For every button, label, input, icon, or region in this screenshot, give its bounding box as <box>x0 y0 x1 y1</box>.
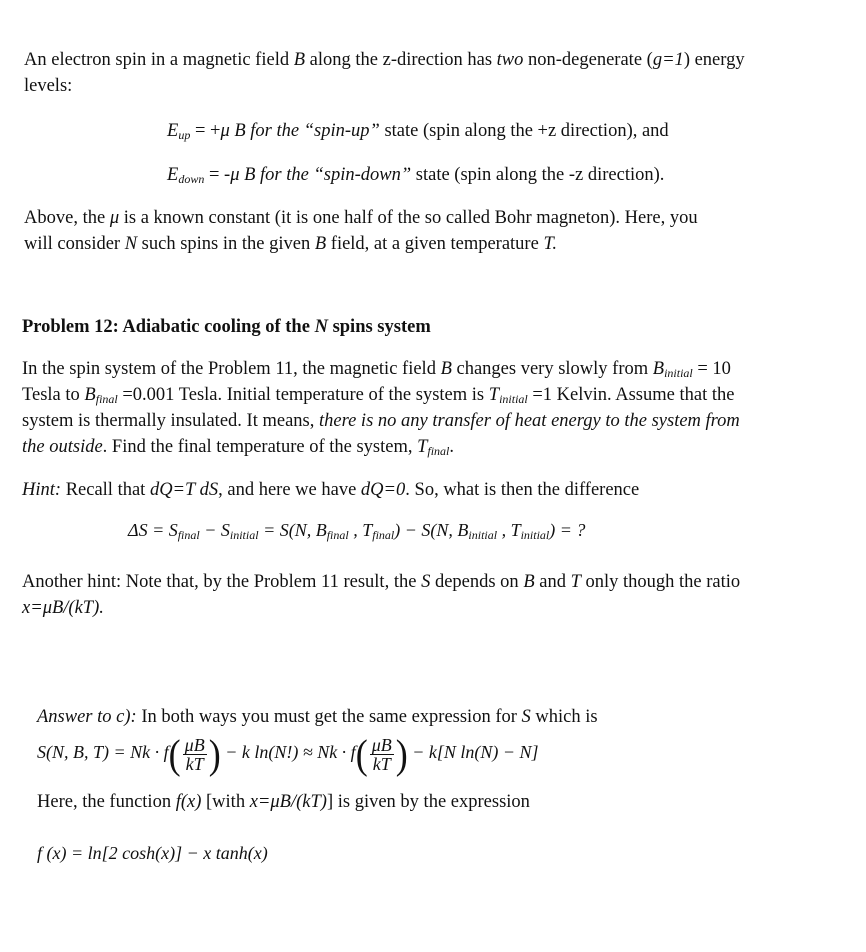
energy-up-line <box>167 118 669 148</box>
text: ) energy <box>683 50 745 70</box>
fx: f(x) <box>175 792 202 812</box>
T: T <box>488 385 500 405</box>
f-equation: f (x) = ln[2 cosh(x)] − x tanh(x) <box>37 843 268 863</box>
sub: final <box>326 528 349 542</box>
desc: state (spin along the +z direction), and <box>379 121 669 141</box>
denominator: kT <box>372 753 391 774</box>
desc-italic: for the “spin-down” <box>255 165 412 185</box>
eq-part: − k[N ln(N) − N] <box>407 742 539 763</box>
text: Above, the <box>24 208 110 228</box>
text: system is thermally insulated. It means, <box>22 411 319 431</box>
text: which is <box>530 707 598 727</box>
text: Recall that <box>61 480 150 500</box>
text-italic: there is no any transfer of heat energy to the system from <box>318 411 740 431</box>
text: . So, what is then the difference <box>405 480 640 500</box>
text: is a known constant (it is one half of the so called Bohr magneton). Here, you <box>119 208 698 228</box>
hint2-line-1 <box>22 569 740 595</box>
answer-label: Answer to c): <box>37 707 137 727</box>
intro-line-1 <box>24 47 745 73</box>
ratio-x: x=μB/(kT). <box>22 598 104 618</box>
desc: state (spin along the -z direction). <box>411 165 665 185</box>
text: , and here we have <box>218 480 361 500</box>
problem-line-3 <box>22 408 740 434</box>
E: E <box>167 121 179 141</box>
numerator: μB <box>371 734 392 755</box>
text: Here, the function <box>37 792 176 812</box>
f-expression <box>37 843 268 864</box>
text: ] is given by the expression <box>326 792 530 812</box>
eq-part: − k ln(N!) ≈ Nk · f <box>220 742 356 763</box>
title-text: spins system <box>327 317 431 337</box>
eq-part: = S(N, B <box>258 520 327 540</box>
mu-B: μ B <box>230 165 256 185</box>
eq-part: , T <box>348 520 373 540</box>
eq: = - <box>204 165 231 185</box>
B: B <box>523 572 535 592</box>
E: E <box>167 165 179 185</box>
B: B <box>84 385 96 405</box>
numerator: μB <box>184 734 205 755</box>
intro-line-2: levels: <box>24 76 73 96</box>
text: such spins in the given <box>137 234 315 254</box>
sub: final <box>372 528 395 542</box>
desc-italic: for the “spin-up” <box>245 121 380 141</box>
hint2-line-2 <box>22 595 104 621</box>
text: = 10 <box>692 359 731 379</box>
sub: initial <box>520 528 550 542</box>
here-line <box>37 789 530 815</box>
text: =1 Kelvin. Assume that the <box>527 385 735 405</box>
x-def: x=μB/(kT) <box>249 792 327 812</box>
T: T <box>570 572 581 592</box>
text: . Find the final temperature of the system, <box>102 437 418 457</box>
above-line-2 <box>24 231 557 257</box>
N: N <box>314 317 328 337</box>
T: T <box>417 437 428 457</box>
answer-line <box>37 704 598 730</box>
text: . <box>449 437 455 457</box>
emph-two: two <box>496 50 524 70</box>
paren-close: ) <box>395 731 408 777</box>
text: depends on <box>430 572 524 592</box>
eq-part: ΔS = S <box>128 520 178 540</box>
text: [with <box>201 792 250 812</box>
text: non-degenerate ( <box>523 50 653 70</box>
energy-down-line <box>167 162 664 192</box>
sub: initial <box>664 366 693 380</box>
text: Tesla to <box>22 385 85 405</box>
sub-up: up <box>178 128 191 142</box>
sub-down: down <box>178 172 205 186</box>
above-line-1 <box>24 205 698 231</box>
hint-line <box>22 477 639 503</box>
problem-line-4 <box>22 434 454 464</box>
title-text: Problem 12: Adiabatic cooling of the <box>22 317 315 337</box>
N: N <box>124 234 138 254</box>
dQ-zero: dQ=0 <box>360 480 406 500</box>
eq: = + <box>190 121 221 141</box>
B: B <box>652 359 665 379</box>
mu-B: μ B <box>220 121 246 141</box>
sub: initial <box>229 528 259 542</box>
symbol-B: B <box>293 50 306 70</box>
text: and <box>534 572 571 592</box>
sub: initial <box>468 528 498 542</box>
S: S <box>421 572 431 592</box>
sub: final <box>177 528 200 542</box>
mu: μ <box>109 208 120 228</box>
fraction <box>370 736 394 773</box>
text: An electron spin in a magnetic field <box>24 50 294 70</box>
text: Another hint: Note that, by the Problem 11 result, the <box>22 572 422 592</box>
eq-part: S(N, B, T) = Nk · f <box>37 742 169 763</box>
eq-part: ) − S(N, B <box>394 520 469 540</box>
denominator: kT <box>185 753 204 774</box>
entropy-expression <box>37 733 539 775</box>
paren-open: ( <box>168 731 181 777</box>
text-italic: the outside <box>22 437 103 457</box>
B: B <box>440 359 452 379</box>
paren-close: ) <box>208 731 221 777</box>
dQ-eq: dQ=T dS <box>149 480 219 500</box>
text: field, at a given temperature <box>326 234 544 254</box>
hint-label: Hint: <box>22 480 62 500</box>
text: changes very slowly from <box>451 359 653 379</box>
text: =0.001 Tesla. Initial temperature of the system is <box>117 385 489 405</box>
fraction <box>183 736 207 773</box>
text: will consider <box>24 234 125 254</box>
text: only though the ratio <box>580 572 741 592</box>
entropy-difference-equation <box>128 520 585 543</box>
T: T. <box>543 234 557 254</box>
problem-title <box>22 314 431 340</box>
sub: final <box>95 392 118 406</box>
text: In both ways you must get the same expression for <box>136 707 522 727</box>
eq-part: − S <box>199 520 230 540</box>
text: along the z-direction has <box>305 50 497 70</box>
eq-part: ) = ? <box>549 520 586 540</box>
g-factor: g=1 <box>652 50 684 70</box>
text: In the spin system of the Problem 11, the magnetic field <box>22 359 441 379</box>
eq-part: , T <box>497 520 521 540</box>
paren-open: ( <box>355 731 368 777</box>
sub: final <box>427 444 450 458</box>
B: B <box>314 234 327 254</box>
S: S <box>521 707 531 727</box>
sub: initial <box>499 392 528 406</box>
